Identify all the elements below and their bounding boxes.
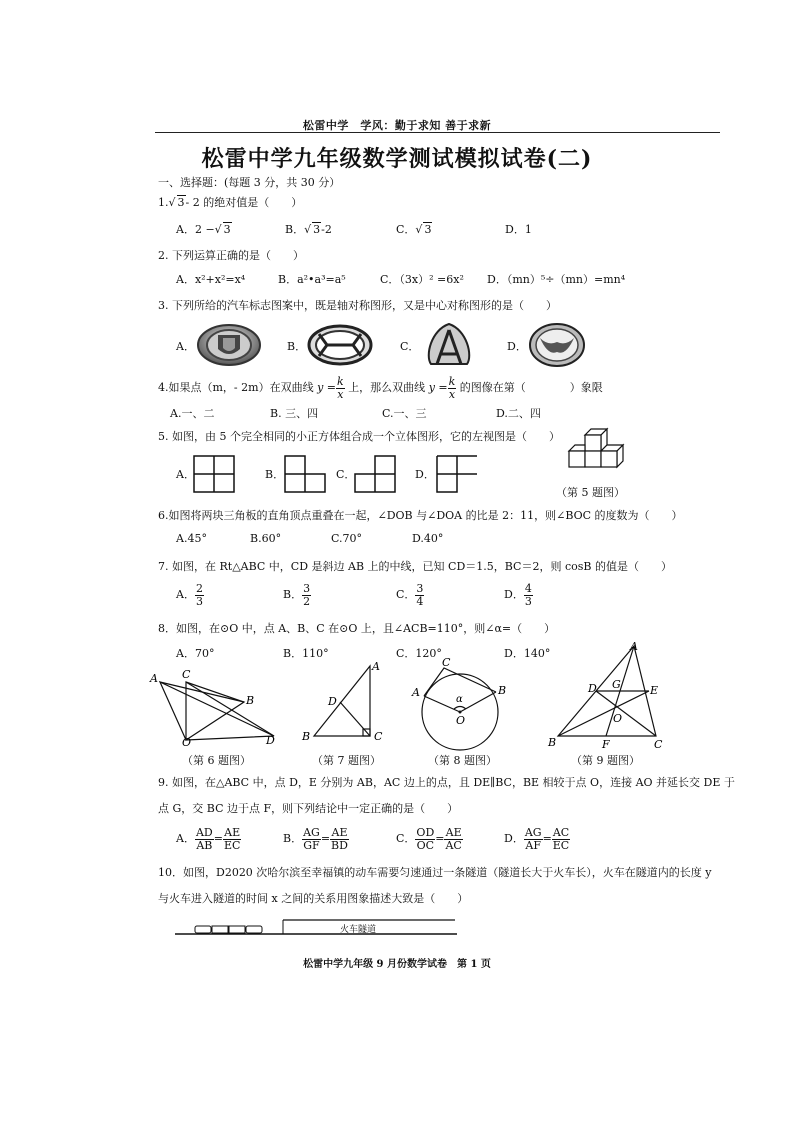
q1-option-c[interactable]: C．√ 3 <box>396 223 432 236</box>
q7-option-b[interactable]: B． $\frac{3}{2}$ <box>283 581 311 608</box>
q5-view-b-icon <box>284 455 326 493</box>
question-5-stem: 5. 如图，由 5 个完全相同的小正方体组合成一个立体图形，它的左视图是（ ） <box>158 430 560 443</box>
q1-option-d[interactable]: D．1 <box>505 223 532 236</box>
fig7-label-d: D <box>328 695 337 708</box>
fig8-label-o: O <box>456 714 466 727</box>
q9-option-a[interactable]: A． $\frac{AD}{AB}$ = $\frac{AE}{EC}$ <box>176 825 241 852</box>
q6-option-b[interactable]: B.60° <box>250 532 282 545</box>
question-9-stem-line1: 9. 如图，在△ABC 中，点 D，E 分别为 AB，AC 边上的点，且 DE∥BC，BE 相较于点 O，连接 AO 并延长交 DE 于 <box>158 776 735 789</box>
q2-option-c[interactable]: C．（3x）² =6x² <box>380 273 464 286</box>
car-logo-d-icon <box>528 322 586 368</box>
q4-option-c[interactable]: C.一、三 <box>382 407 427 420</box>
fig8-label-alpha: α <box>456 694 463 705</box>
fig9-label-f: F <box>602 738 610 750</box>
fig8-label-a: A <box>412 686 420 699</box>
q3-option-a[interactable]: A． <box>176 340 195 353</box>
fig6-label-a: A <box>150 672 158 685</box>
fig7-label-b: B <box>302 730 311 743</box>
q6-option-c[interactable]: C.70° <box>331 532 363 545</box>
fig6-label-o: O <box>182 736 192 746</box>
q7-option-d[interactable]: D． $\frac{4}{3}$ <box>504 581 532 608</box>
q8-option-d[interactable]: D．140° <box>504 647 551 660</box>
q8-option-a[interactable]: A．70° <box>176 647 215 660</box>
q7-option-c[interactable]: C． $\frac{3}{4}$ <box>396 581 424 608</box>
question-8-stem: 8．如图，在⊙O 中，点 A、B、C 在⊙O 上，且∠ACB=110°，则∠α=（ ） <box>158 622 556 635</box>
q5-option-c[interactable]: C． <box>336 468 356 481</box>
q5-option-a[interactable]: A． <box>176 468 195 481</box>
q4-option-b[interactable]: B. 三、四 <box>270 407 319 420</box>
question-10-stem-line2: 与火车进入隧道的时间 x 之间的关系用图象描述大致是（ ） <box>158 892 469 905</box>
q8-option-c[interactable]: C．120° <box>396 647 442 660</box>
q9-option-d[interactable]: D． $\frac{AG}{AF}$ = $\frac{AC}{EC}$ <box>504 825 570 852</box>
fig9-label-d: D <box>588 682 597 695</box>
question-6-stem: 6.如图将两块三角板的直角顶点重叠在一起，∠DOB 与∠DOA 的比是 2：11，则∠BOC 的度数为（ ） <box>158 509 683 522</box>
q5-view-c-icon <box>354 455 396 493</box>
car-logo-a-icon <box>196 323 262 367</box>
car-logo-b-icon <box>307 324 373 366</box>
q3-option-c[interactable]: C． <box>400 340 420 353</box>
fig9-label-e: E <box>650 684 659 697</box>
fig8-label-b: B <box>498 684 507 697</box>
fig9-label-o: O <box>613 712 623 725</box>
question-4-stem: 4.如果点（m，- 2m）在双曲线 y = $\frac{k}{x}$ 上，那么双曲线 y = $\frac{k}{x}$ 的图像在第（ ）象限 <box>158 374 603 401</box>
fig9-label-g: G <box>612 678 621 691</box>
q6-option-a[interactable]: A.45° <box>176 532 207 545</box>
fig6-label-c: C <box>182 668 191 681</box>
q3-option-d[interactable]: D． <box>507 340 527 353</box>
q2-option-a[interactable]: A．x²+x²=x⁴ <box>176 273 246 286</box>
fig6-label-d: D <box>266 734 275 746</box>
q4-option-d[interactable]: D.二、四 <box>496 407 541 420</box>
question-10-stem-line1: 10．如图，D2020 次哈尔滨至幸福镇的动车需要匀速通过一条隧道（隧道长大于火车长），火车在隧道内的长度 y <box>158 866 712 879</box>
q4-option-a[interactable]: A.一、二 <box>170 407 215 420</box>
question-9-stem-line2: 点 G，交 BC 边于点 F，则下列结论中一定正确的是（ ） <box>158 802 459 815</box>
page-header: 松雷中学 学风：勤于求知 善于求新 <box>302 119 492 132</box>
fig9-label-c: C <box>654 738 663 750</box>
fig8-label-c: C <box>442 656 451 669</box>
header-divider <box>155 132 720 133</box>
page-title: 松雷中学九年级数学测试模拟试卷(二) <box>201 146 593 172</box>
fig9-label-a: A <box>630 640 638 653</box>
tunnel-label: 火车隧道 <box>340 925 377 935</box>
q1-option-a[interactable]: A．2 −√ 3 <box>176 223 231 236</box>
section-heading: 一、选择题：(每题 3 分，共 30 分） <box>158 176 341 189</box>
q5-cube-figure-icon <box>565 427 625 479</box>
q6-option-d[interactable]: D.40° <box>412 532 444 545</box>
q3-option-b[interactable]: B． <box>287 340 307 353</box>
q9-option-c[interactable]: C． $\frac{OD}{OC}$ = $\frac{AE}{AC}$ <box>396 825 462 852</box>
q2-option-d[interactable]: D．（mn）⁵÷（mn）=mn⁴ <box>487 273 626 286</box>
figure-8-caption: （第 8 题图） <box>428 754 497 767</box>
fig7-label-c: C <box>374 730 383 743</box>
figure-9-caption: （第 9 题图） <box>571 754 640 767</box>
car-logo-c-icon <box>421 320 477 370</box>
figure-7-caption: （第 7 题图） <box>312 754 381 767</box>
q2-option-b[interactable]: B．a²•a³=a⁵ <box>278 273 346 286</box>
q8-option-b[interactable]: B．110° <box>283 647 329 660</box>
question-3-stem: 3. 下列所给的汽车标志图案中，既是轴对称图形，又是中心对称图形的是（ ） <box>158 299 557 312</box>
q1-option-b[interactable]: B．√ 3-2 <box>285 223 332 236</box>
q5-view-a-icon <box>193 455 235 493</box>
figure-6 <box>148 666 282 746</box>
q7-option-a[interactable]: A． $\frac{2}{3}$ <box>176 581 203 608</box>
q5-figure-caption: （第 5 题图） <box>556 486 625 499</box>
page-footer: 松雷中学九年级 9 月份数学试卷 第 1 页 <box>303 959 491 970</box>
q5-view-d-icon <box>436 455 478 493</box>
figure-6-caption: （第 6 题图） <box>182 754 251 767</box>
question-7-stem: 7. 如图，在 Rt△ABC 中，CD 是斜边 AB 上的中线，已知 CD＝1.5，BC＝2，则 cosB 的值是（ ） <box>158 560 672 573</box>
fig7-label-a: A <box>372 660 380 673</box>
question-1-stem: 1.√ 3- 2 的绝对值是（ ） <box>158 196 303 209</box>
fig9-label-b: B <box>548 736 557 749</box>
train-tunnel-figure <box>175 917 457 937</box>
q5-option-d[interactable]: D． <box>415 468 435 481</box>
q5-option-b[interactable]: B． <box>265 468 285 481</box>
fig6-label-b: B <box>246 694 255 707</box>
figure-8 <box>410 656 510 752</box>
figure-9 <box>546 640 676 750</box>
question-2-stem: 2. 下列运算正确的是（ ） <box>158 249 304 262</box>
figure-7 <box>298 660 388 744</box>
q9-option-b[interactable]: B． $\frac{AG}{GF}$ = $\frac{AE}{BD}$ <box>283 825 348 852</box>
